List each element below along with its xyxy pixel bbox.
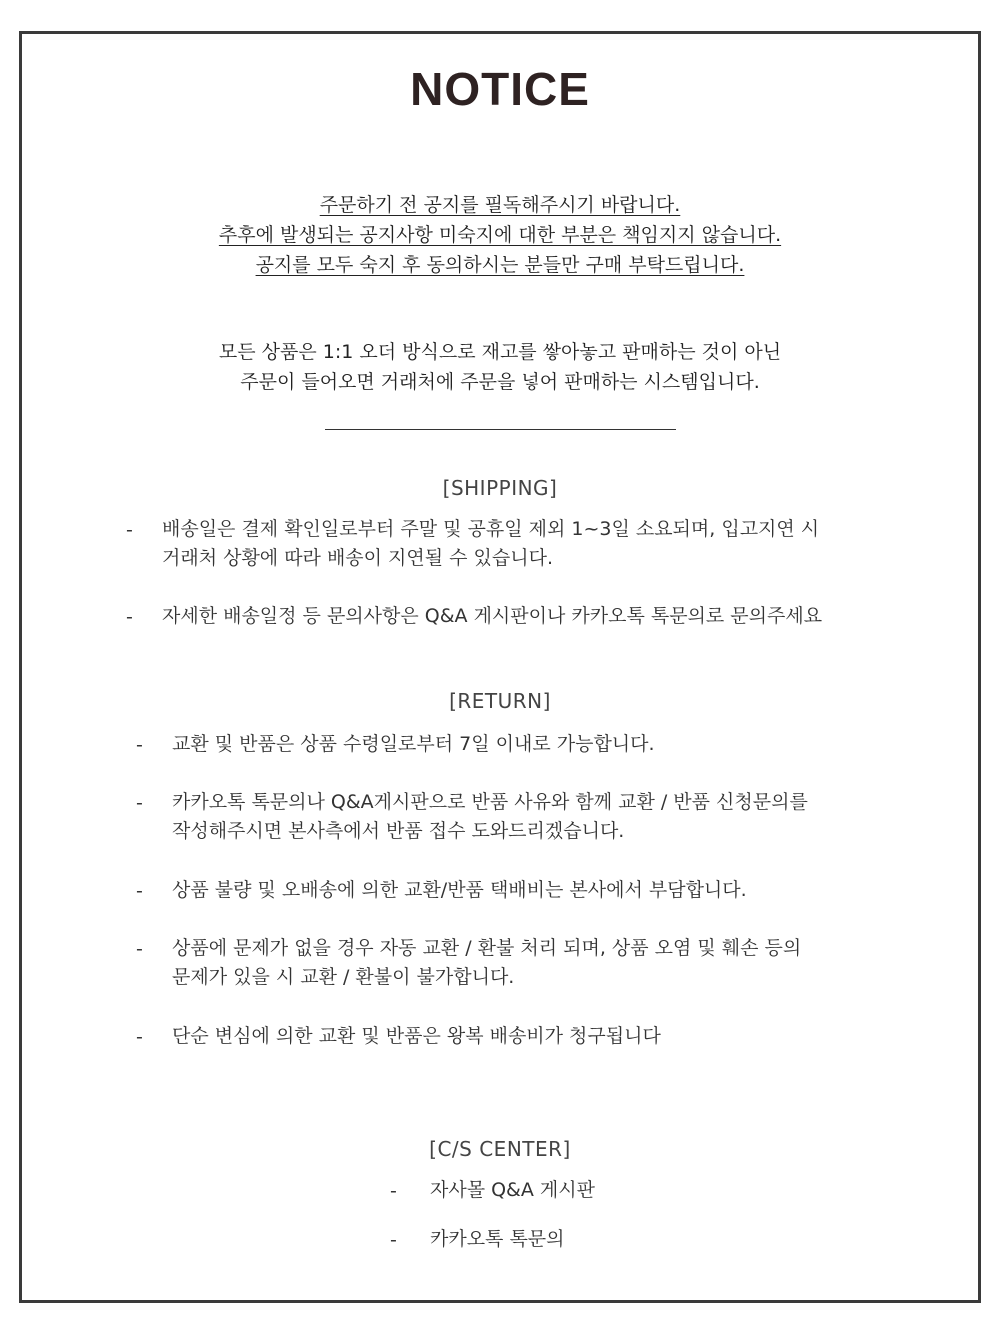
shipping-item-2 bbox=[162, 602, 822, 631]
return-item-1 bbox=[172, 730, 655, 759]
shipping-item-1-line-1: 배송일은 결제 확인일로부터 주말 및 공휴일 제외 1~3일 소요되며, 입고지연 시 bbox=[162, 518, 820, 540]
return-item-3-line-1: 상품 불량 및 오배송에 의한 교환/반품 택배비는 본사에서 부담합니다. bbox=[172, 879, 747, 901]
section-divider bbox=[325, 429, 676, 430]
cs-item-qna-board: 자사몰 Q&A 게시판 bbox=[430, 1179, 595, 1201]
return-item-1-line-1: 교환 및 반품은 상품 수령일로부터 7일 이내로 가능합니다. bbox=[172, 733, 655, 755]
return-item-4-line-2: 문제가 있을 시 교환 / 환불이 불가합니다. bbox=[172, 966, 515, 988]
shipping-title: [SHIPPING] bbox=[442, 476, 558, 500]
cs-item-1-dash: - bbox=[390, 1180, 397, 1202]
return-item-4 bbox=[172, 934, 801, 992]
cs-item-2-dash: - bbox=[390, 1229, 397, 1251]
return-item-4-line-1: 상품에 문제가 없을 경우 자동 교환 / 환불 처리 되며, 상품 오염 및 훼손 등의 bbox=[172, 937, 802, 959]
shipping-item-2-line-1: 자세한 배송일정 등 문의사항은 Q&A 게시판이나 카카오톡 톡문의로 문의주세요 bbox=[162, 605, 823, 627]
shipping-item-2-dash: - bbox=[126, 606, 133, 628]
system-line-2: 주문이 들어오면 거래처에 주문을 넣어 판매하는 시스템입니다. bbox=[240, 371, 760, 393]
return-item-2-dash: - bbox=[136, 792, 143, 814]
return-item-3 bbox=[172, 876, 747, 905]
system-line-1: 모든 상품은 1:1 오더 방식으로 재고를 쌓아놓고 판매하는 것이 아닌 bbox=[218, 341, 782, 363]
return-item-5-line-1: 단순 변심에 의한 교환 및 반품은 왕복 배송비가 청구됩니다 bbox=[172, 1025, 661, 1047]
page-title: NOTICE bbox=[410, 63, 590, 115]
return-item-5 bbox=[172, 1022, 661, 1051]
return-item-5-dash: - bbox=[136, 1026, 143, 1048]
shipping-item-1 bbox=[162, 515, 819, 573]
shipping-item-1-dash: - bbox=[126, 519, 133, 541]
return-title: [RETURN] bbox=[449, 689, 551, 713]
intro-line-1: 주문하기 전 공지를 필독해주시기 바랍니다. bbox=[319, 194, 681, 216]
shipping-item-1-line-2: 거래처 상황에 따라 배송이 지연될 수 있습니다. bbox=[162, 547, 554, 569]
cs-item-kakaotalk: 카카오톡 톡문의 bbox=[430, 1228, 565, 1250]
return-item-1-dash: - bbox=[136, 734, 143, 756]
intro-line-3: 공지를 모두 숙지 후 동의하시는 분들만 구매 부탁드립니다. bbox=[255, 254, 745, 276]
cs-center-title: [C/S CENTER] bbox=[429, 1137, 571, 1161]
return-item-4-dash: - bbox=[136, 938, 143, 960]
return-item-2-line-1: 카카오톡 톡문의나 Q&A게시판으로 반품 사유와 함께 교환 / 반품 신청문의를 bbox=[172, 791, 808, 813]
intro-line-2: 추후에 발생되는 공지사항 미숙지에 대한 부분은 책임지지 않습니다. bbox=[218, 224, 782, 246]
return-item-3-dash: - bbox=[136, 880, 143, 902]
return-item-2-line-2: 작성해주시면 본사측에서 반품 접수 도와드리겠습니다. bbox=[172, 820, 625, 842]
return-item-2 bbox=[172, 788, 808, 846]
